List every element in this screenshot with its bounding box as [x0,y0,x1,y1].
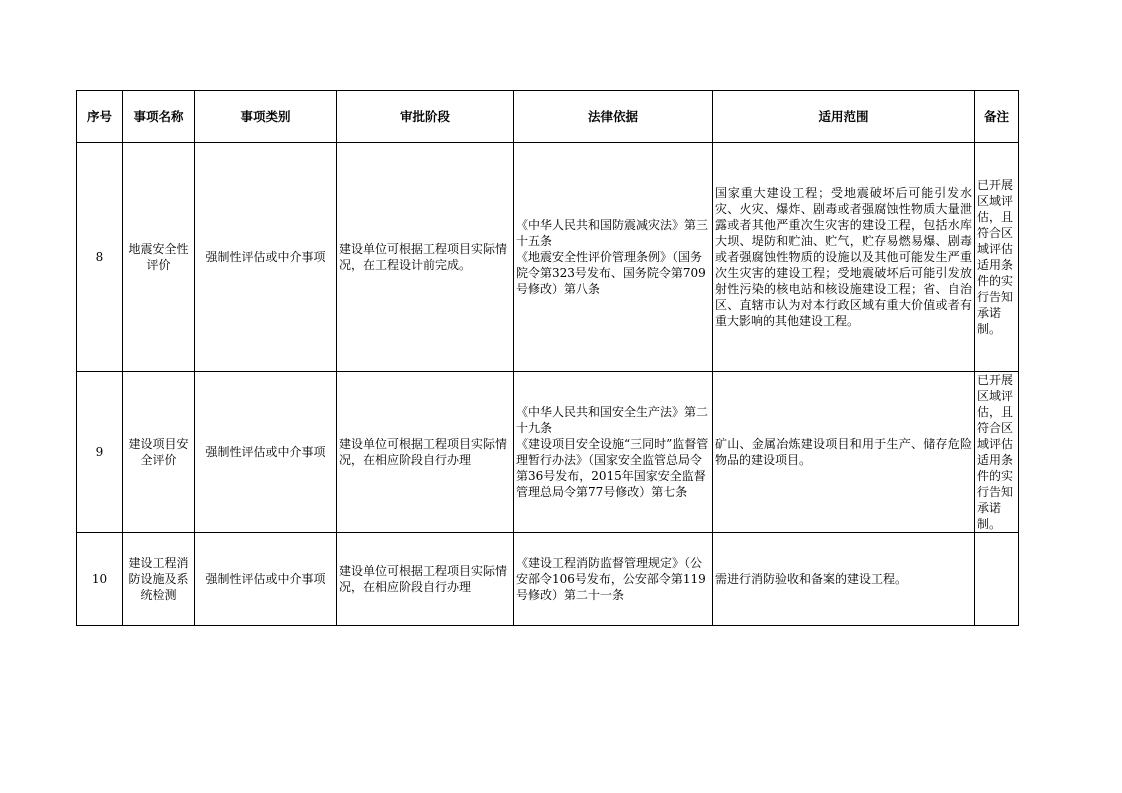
cell-scope: 需进行消防验收和备案的建设工程。 [713,533,975,626]
cell-law [514,143,713,372]
header-num: 序号 [77,91,123,143]
cell-num: 9 [77,372,123,533]
law-text [516,404,710,500]
table-header-row [77,91,1019,143]
law-paragraph: 《中华人民共和国防震减灾法》第三十五条 [516,218,709,248]
header-scope: 适用范围 [713,91,975,143]
cell-note [975,533,1019,626]
cell-scope: 国家重大建设工程；受地震破坏后可能引发水灾、火灾、爆炸、剧毒或者强腐蚀性物质大量泄露或者其他严重次生灾害的建设工程，包括水库大坝、堤防和贮油、贮气，贮存易燃易爆、剧毒或者强腐蚀性物质的设施以及其他可能发生严重次生灾害的建设工程；受地震破坏后可能引发放射性污染的核电站和核设施建设工程；省、自治区、直辖市认为对本行政区域有重大价值或者有重大影响的其他建设工程。 [713,143,975,372]
cell-scope: 矿山、金属冶炼建设项目和用于生产、储存危险物品的建设项目。 [713,372,975,533]
law-paragraph: 《地震安全性评价管理条例》（国务院令第323号发布、国务院令第709号修改）第八条 [516,250,706,296]
law-text [516,555,710,603]
cell-category: 强制性评估或中介事项 [195,533,337,626]
law-text [516,217,710,297]
law-paragraph: 《中华人民共和国安全生产法》第二十九条 [516,405,709,435]
table-row [77,533,1019,626]
law-paragraph: 《建设工程消防监督管理规定》（公安部令106号发布，公安部令第119号修改）第二十一条 [516,556,706,602]
cell-name: 地震安全性评价 [123,143,195,372]
header-category: 事项类别 [195,91,337,143]
cell-name: 建设工程消防设施及系统检测 [123,533,195,626]
header-stage: 审批阶段 [337,91,514,143]
table-row [77,372,1019,533]
cell-stage: 建设单位可根据工程项目实际情况，在相应阶段自行办理 [337,372,514,533]
header-note: 备注 [975,91,1019,143]
cell-note: 已开展区域评估，且符合区域评估适用条件的实行告知承诺制。 [975,143,1019,372]
cell-name: 建设项目安全评价 [123,372,195,533]
cell-category: 强制性评估或中介事项 [195,143,337,372]
cell-law [514,533,713,626]
cell-category: 强制性评估或中介事项 [195,372,337,533]
cell-num: 10 [77,533,123,626]
law-paragraph: 《建设项目安全设施“三同时”监督管理暂行办法》（国家安全监管总局令第36号发布，2015年国家安全监督管理总局令第77号修改）第七条 [516,437,709,499]
header-law: 法律依据 [514,91,713,143]
approval-items-table [76,90,1019,626]
cell-note: 已开展区域评估，且符合区域评估适用条件的实行告知承诺制。 [975,372,1019,533]
header-name: 事项名称 [123,91,195,143]
cell-stage: 建设单位可根据工程项目实际情况，在工程设计前完成。 [337,143,514,372]
cell-stage: 建设单位可根据工程项目实际情况，在相应阶段自行办理 [337,533,514,626]
table-row [77,143,1019,372]
cell-law [514,372,713,533]
cell-num: 8 [77,143,123,372]
